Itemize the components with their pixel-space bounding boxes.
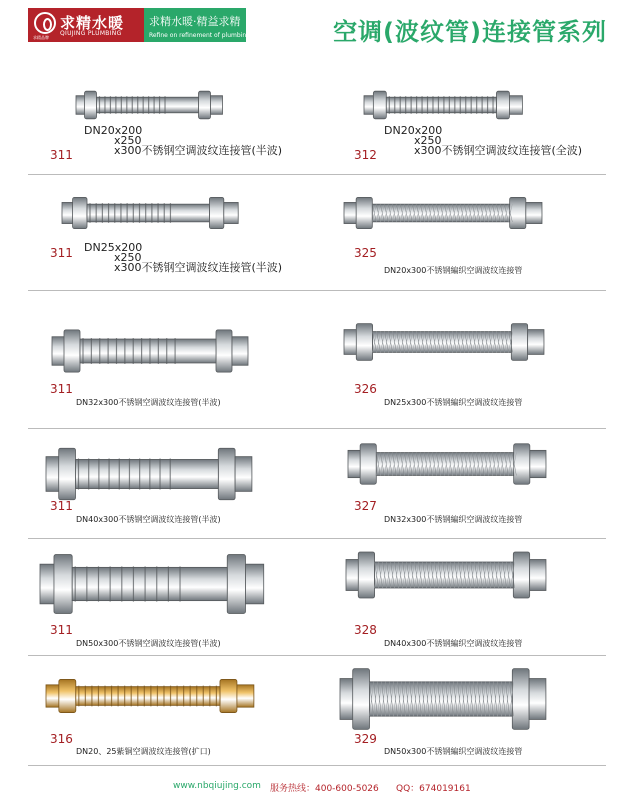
pipe-image-311-dn32 — [50, 328, 250, 374]
pipe-image-311-dn25 — [60, 196, 240, 230]
product-spec — [384, 126, 582, 156]
product-code: 311 — [50, 246, 73, 260]
product-description: DN32x300不锈钢編织空调波纹连接管 — [384, 515, 523, 524]
row-divider — [28, 174, 606, 175]
website-link[interactable]: www.nbqiujing.com — [173, 781, 261, 791]
product-spec — [84, 243, 282, 273]
pipe-image-311-dn50 — [38, 552, 266, 616]
pipe-image-328-braided — [344, 550, 548, 600]
product-description: DN40x300不锈钢空调波纹连接管(半波) — [76, 515, 221, 524]
slogan-english: Refine on refinement of plumbing — [149, 32, 250, 39]
product-code: 326 — [354, 382, 377, 396]
product-spec — [84, 126, 282, 156]
pipe-image-312-dn20 — [362, 90, 524, 120]
product-description: DN25x300不锈钢編织空调波纹连接管 — [384, 398, 523, 407]
slogan-chinese: 求精水暖·精益求精 — [149, 15, 241, 28]
pipe-image-326-braided — [342, 322, 546, 362]
qq-contact: QQ：674019161 — [396, 784, 471, 794]
slogan-box — [144, 8, 250, 42]
pipe-image-329-braided — [338, 666, 548, 732]
product-code: 311 — [50, 623, 73, 637]
product-description: DN20x300不锈钢編织空调波纹连接管 — [384, 266, 523, 275]
logo-brand-text: 求精水暖 — [60, 14, 125, 32]
spec-line: x300不锈钢空调波纹连接管(半波) — [114, 144, 283, 157]
product-description: DN50x300不锈钢空调波纹连接管(半波) — [76, 639, 221, 648]
spec-line: DN20x200 — [384, 124, 443, 137]
spec-line: x300不锈钢空调波纹连接管(半波) — [114, 261, 283, 274]
product-description: DN32x300不锈钢空调波纹连接管(半波) — [76, 398, 221, 407]
product-code: 312 — [354, 148, 377, 162]
row-divider — [28, 655, 606, 656]
product-code: 311 — [50, 382, 73, 396]
product-code: 327 — [354, 499, 377, 513]
pipe-image-311-dn20 — [74, 90, 224, 120]
pipe-image-325-braided — [342, 196, 544, 230]
spec-line: x250 — [114, 251, 142, 264]
product-code: 325 — [354, 246, 377, 260]
product-code: 311 — [50, 148, 73, 162]
logo-english-text: QIUJING PLUMBING — [60, 30, 122, 37]
spec-line: x300不锈钢空调波纹连接管(全波) — [414, 144, 583, 157]
row-divider — [28, 765, 606, 766]
product-code: 316 — [50, 732, 73, 746]
product-code: 329 — [354, 732, 377, 746]
product-description: DN50x300不锈钢編织空调波纹连接管 — [384, 747, 523, 756]
logo-small-text: 求精品牌 — [33, 35, 49, 40]
page-title: 空调(波纹管)连接管系列 — [333, 18, 607, 46]
pipe-image-327-braided — [346, 442, 548, 486]
spec-line: x250 — [114, 134, 142, 147]
row-divider — [28, 538, 606, 539]
brand-logo — [28, 8, 144, 42]
spec-line: DN25x200 — [84, 241, 143, 254]
spec-line: DN20x200 — [84, 124, 143, 137]
product-code: 311 — [50, 499, 73, 513]
pipe-image-316-copper — [44, 678, 256, 714]
hotline-text: 服务热线：400-600-5026 — [270, 784, 379, 794]
spec-line: x250 — [414, 134, 442, 147]
product-code: 328 — [354, 623, 377, 637]
row-divider — [28, 428, 606, 429]
product-description: DN40x300不锈钢編织空调波纹连接管 — [384, 639, 523, 648]
row-divider — [28, 290, 606, 291]
brand-mark-icon — [34, 12, 56, 34]
product-description: DN20、25紫铜空调波纹连接管(扩口) — [76, 747, 211, 756]
pipe-image-311-dn40 — [44, 446, 254, 502]
